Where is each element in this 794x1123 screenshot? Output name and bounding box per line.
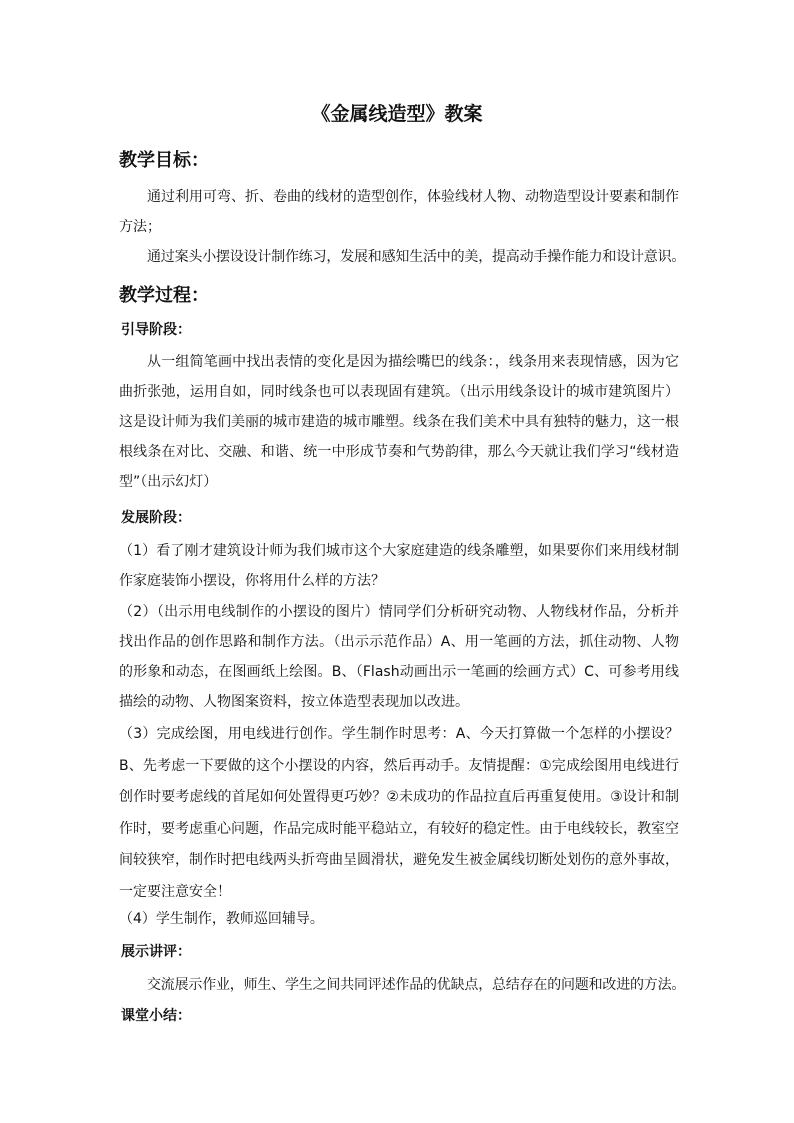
presentation-paragraph: 交流展示作业，师生、学生之间共同评述作品的优缺点，总结存在的问题和改进的方法。 — [147, 977, 686, 993]
goals-heading: 教学目标： — [119, 150, 209, 171]
intro-paragraph: 从一组简笔画中找出表情的变化是因为描绘嘴巴的线条：，线条用来表现情感，因为它曲折张弛，运用自如，同时线条也可以表现固有建筑。（出示用线条设计的城市建筑图片）这是设计师为我们美丽的城市建造的城市雕塑。线条在我们美术中具有独特的魅力，这一根根线条在对比、交融、和谐、统一中形成节奏和气势韵律，那么今天就让我们学习“线材造型”（出示幻灯） — [119, 354, 679, 490]
development-item-4: （4）学生制作，教师巡回辅导。 — [119, 911, 324, 927]
process-heading: 教学过程： — [119, 285, 209, 306]
presentation-heading: 展示讲评： — [121, 944, 191, 960]
goals-paragraph-2: 通过案头小摆设设计制作练习，发展和感知生活中的美，提高动手操作能力和设计意识。 — [147, 249, 686, 265]
development-heading: 发展阶段： — [121, 510, 191, 526]
summary-heading: 课堂小结： — [121, 1008, 191, 1024]
development-item-2: （2）（出示用电线制作的小摆设的图片）情同学们分析研究动物、人物线材作品，分析并找出作品的创作思路和制作方法。（出示示范作品）A、用一笔画的方法，抓住动物、人物的形象和动态，在图画纸上绘图。B、（Flash动画出示一笔画的绘画方式）C、可参考用线描绘的动物、人物图案资料，按立体造型表现加以改进。 — [119, 604, 679, 710]
intro-heading: 引导阶段： — [121, 322, 191, 338]
development-item-3: （3）完成绘图，用电线进行创作。学生制作时思考：A、今天打算做一个怎样的小摆设？B、先考虑一下要做的这个小摆设的内容，然后再动手。友情提醒：①完成绘图用电线进行创作时要考虑线的首尾如何处置得更巧妙？②未成功的作品拉直后再重复使用。③设计和制作时，要考虑重心问题，作品完成时能平稳站立，有较好的稳定性。由于电线较长，教室空间较狭窄，制作时把电线两头折弯曲呈圆滑状，避免发生被金属线切断处划伤的意外事故，一定要注意安全！ — [119, 726, 679, 900]
development-item-1: （1）看了刚才建筑设计师为我们城市这个大家庭建造的线条雕塑，如果要你们来用线材制作家庭装饰小摆设，你将用什么样的方法？ — [119, 543, 679, 589]
document-title: 《金属线造型》教案 — [311, 103, 483, 125]
goals-paragraph-1: 通过利用可弯、折、卷曲的线材的造型创作，体验线材人物、动物造型设计要素和制作方法； — [119, 189, 679, 235]
